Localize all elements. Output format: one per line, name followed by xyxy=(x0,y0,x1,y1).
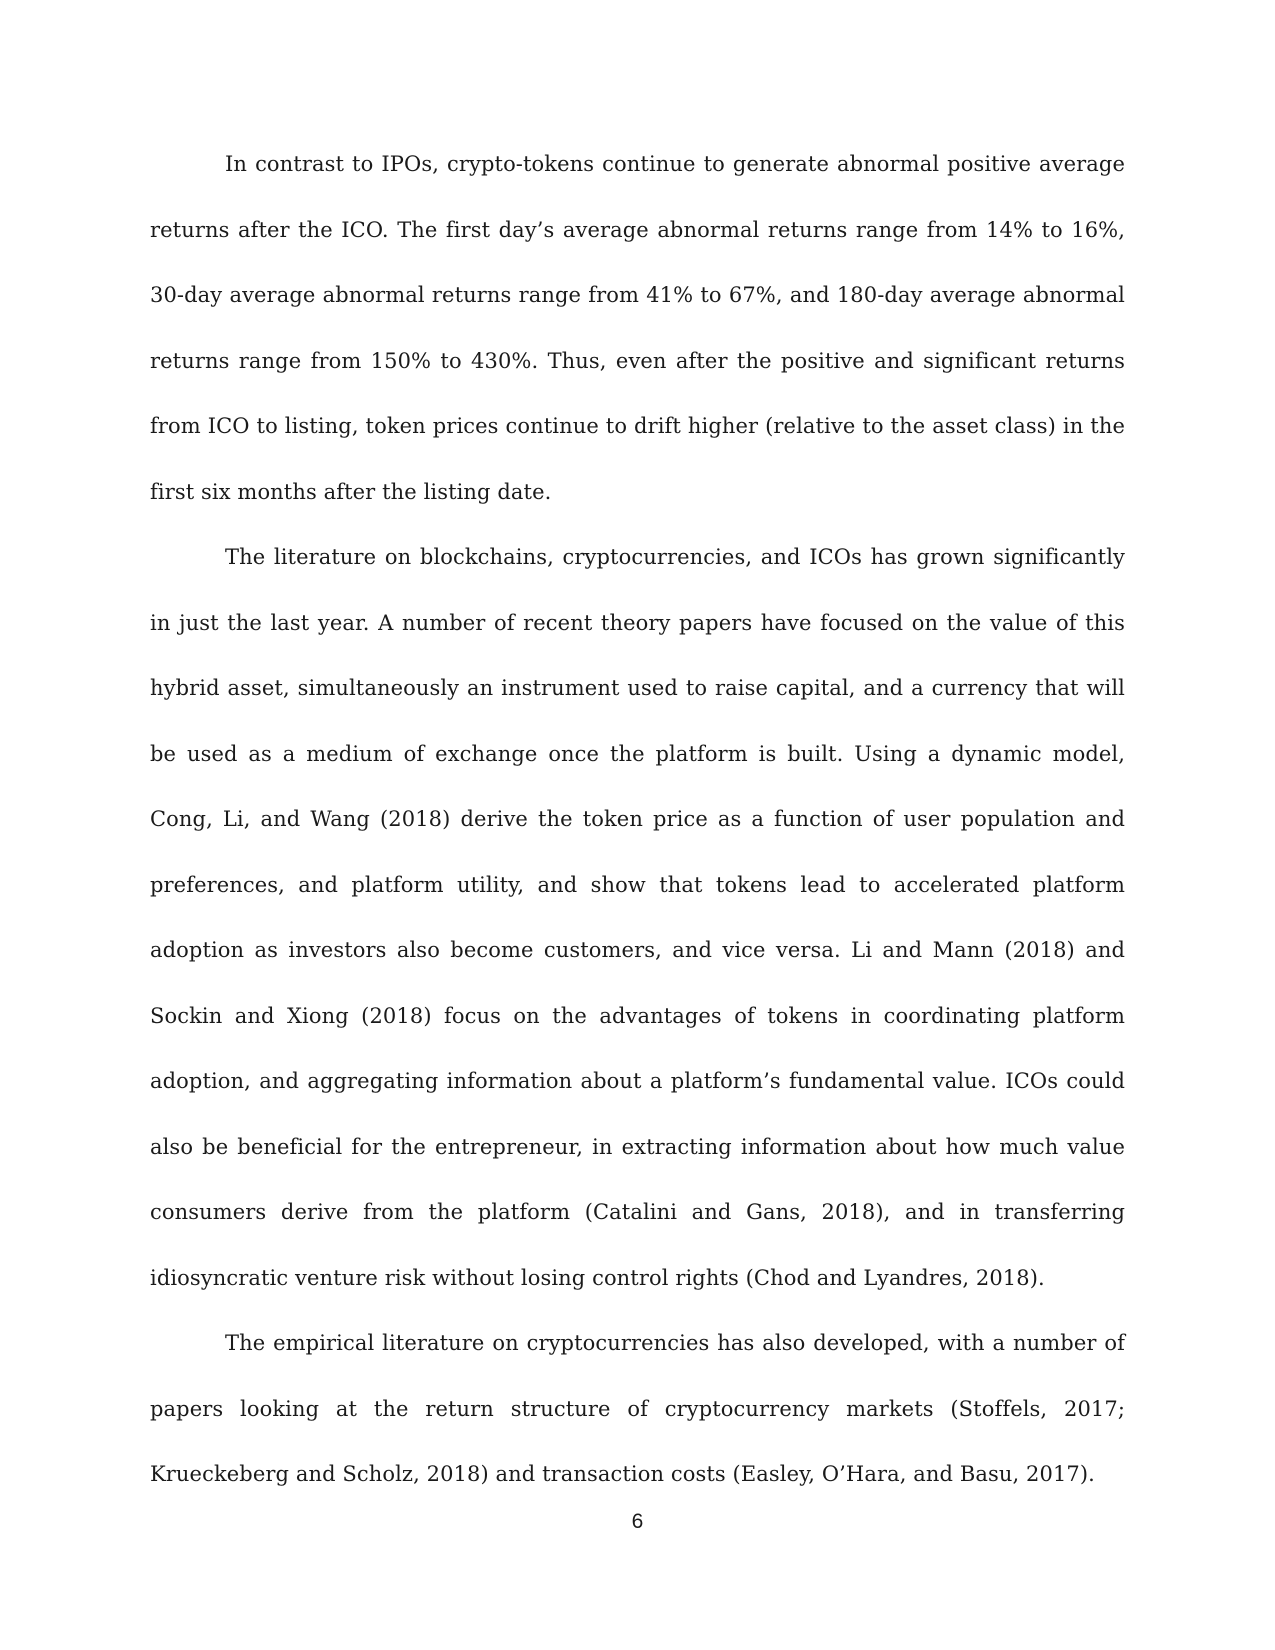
paragraph-ico-returns: In contrast to IPOs, crypto-tokens continue to generate abnormal positive average returns after the ICO. The first day’s average abnormal returns range from 14% to 16%, 30-day average abnormal returns range from 41% to 67%, and 180-day average abnormal returns range from 150% to 430%. Thus, even after the positive and significant returns from ICO to listing, token prices continue to drift higher (relative to the asset class) in the first six months after the listing date. xyxy=(150,152,1125,504)
page-number: 6 xyxy=(631,1510,644,1533)
body-text xyxy=(150,132,1125,1508)
paragraph-empirical-literature: The empirical literature on cryptocurrencies has also developed, with a number of papers looking at the return structure of cryptocurrency markets (Stoffels, 2017; Krueckeberg and Scholz, 2018) and transaction costs (Easley, O’Hara, and Basu, 2017). xyxy=(150,1331,1125,1486)
paragraph-theory-literature: The literature on blockchains, cryptocurrencies, and ICOs has grown significantly in just the last year. A number of recent theory papers have focused on the value of this hybrid asset, simultaneously an instrument used to raise capital, and a currency that will be used as a medium of exchange once the platform is built. Using a dynamic model, Cong, Li, and Wang (2018) derive the token price as a function of user population and preferences, and platform utility, and show that tokens lead to accelerated platform adoption as investors also become customers, and vice versa. Li and Mann (2018) and Sockin and Xiong (2018) focus on the advantages of tokens in coordinating platform adoption, and aggregating information about a platform’s fundamental value. ICOs could also be beneficial for the entrepreneur, in extracting information about how much value consumers derive from the platform (Catalini and Gans, 2018), and in transferring idiosyncratic venture risk without losing control rights (Chod and Lyandres, 2018). xyxy=(150,545,1125,1290)
